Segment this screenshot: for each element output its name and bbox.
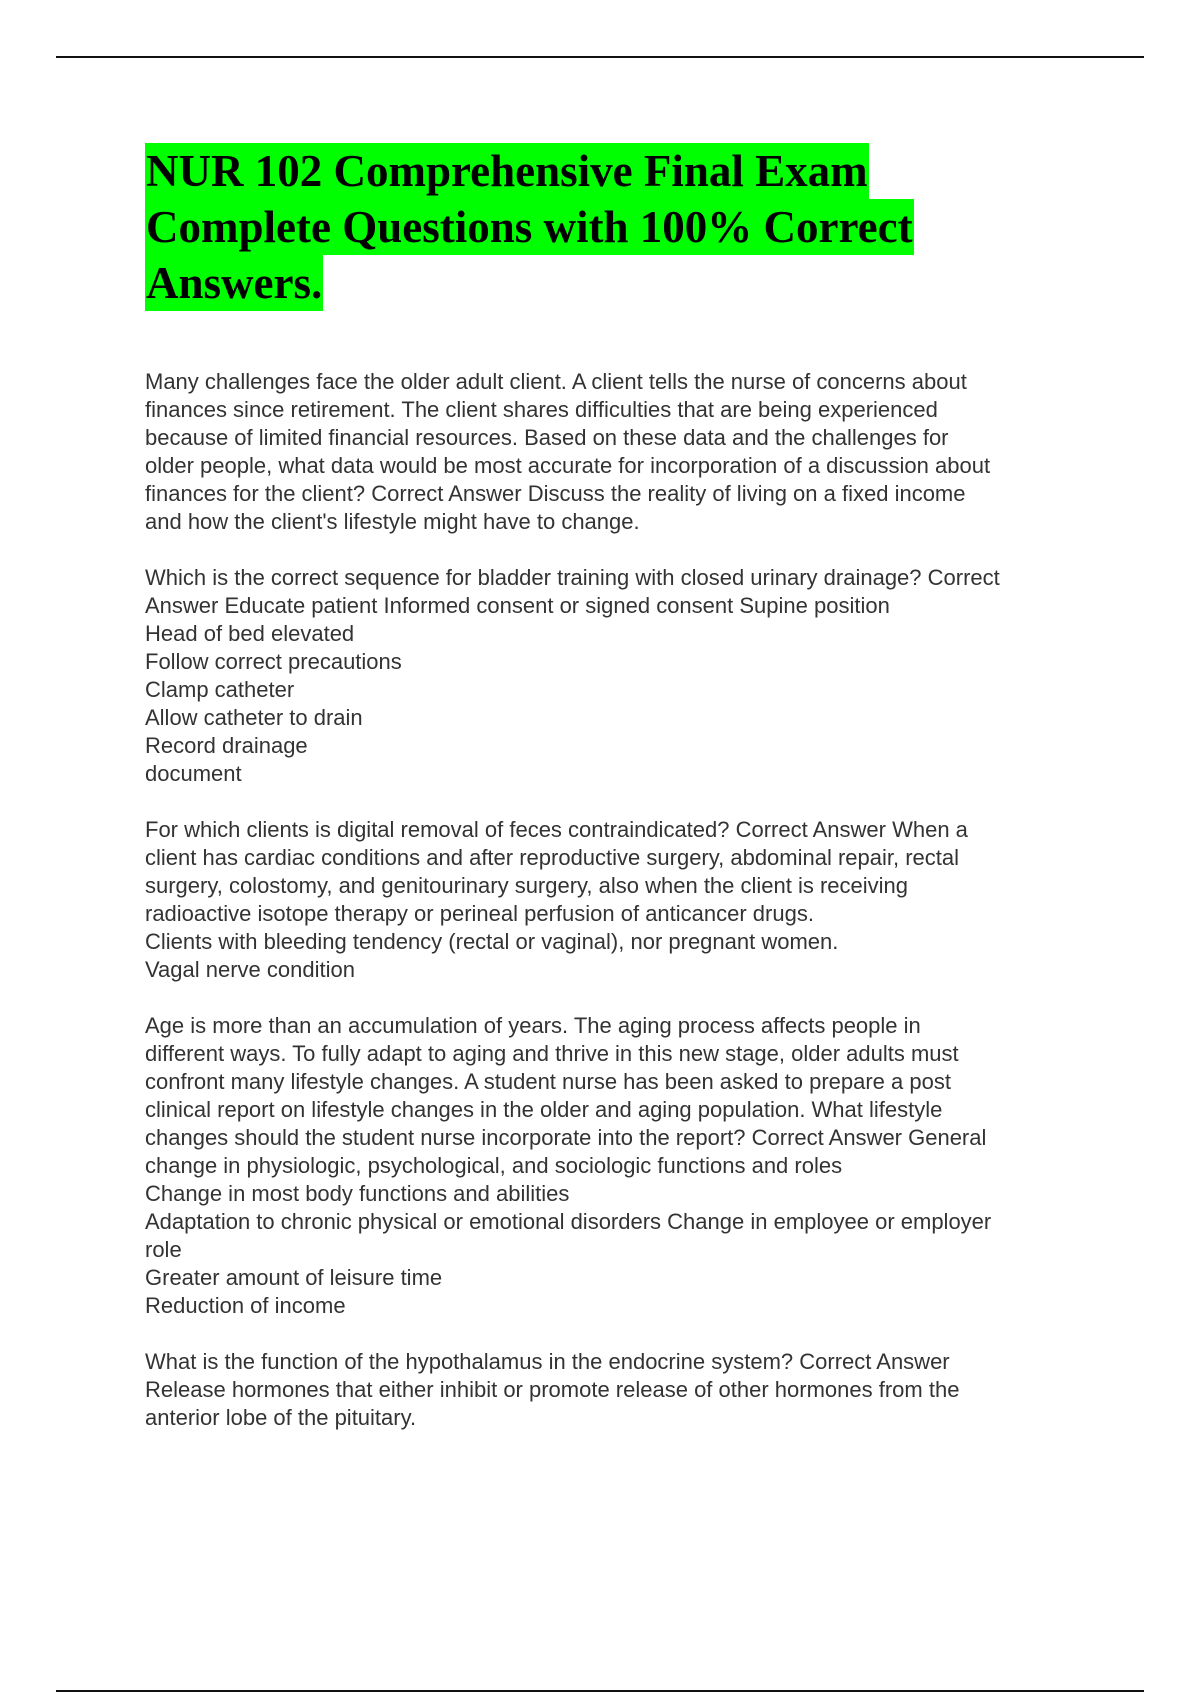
document-title: [145, 143, 1045, 311]
qa-text: For which clients is digital removal of feces contraindicated? Correct Answer When a client has cardiac conditions and after reproductive surgery, abdominal repair, rectal surgery, colostomy, and genitourinary surgery, also when the client is receiving radioactive isotope therapy or perineal perfusion of anticancer drugs. Clients with bleeding tendency (rectal or vaginal), nor pregnant women. Vagal nerve condition: [145, 817, 968, 982]
qa-text: Age is more than an accumulation of years. The aging process affects people in different ways. To fully adapt to aging and thrive in this new stage, older adults must confront many lifestyle changes. A student nurse has been asked to prepare a post clinical report on lifestyle changes in the older and aging population. What lifestyle changes should the student nurse incorporate into the report? Correct Answer General change in physiologic, psychological, and sociologic functions and roles Change in most body functions and abilities Adaptation to chronic physical or emotional disorders Change in employee or employer role Greater amount of leisure time Reduction of income: [145, 1013, 992, 1318]
qa-block-bladder-training: [145, 564, 1095, 788]
top-rule: [56, 56, 1144, 58]
title-line-2: Complete Questions with 100% Correct: [145, 199, 914, 255]
document-body: [145, 368, 1095, 1460]
qa-block-digital-removal: [145, 816, 1095, 984]
qa-block-hypothalamus: [145, 1348, 1095, 1432]
title-line-1: NUR 102 Comprehensive Final Exam: [145, 143, 869, 199]
qa-block-lifestyle-changes: [145, 1012, 1095, 1320]
bottom-rule: [56, 1690, 1144, 1692]
qa-text: Many challenges face the older adult client. A client tells the nurse of concerns about finances since retirement. The client shares difficulties that are being experienced because of limited financial resources. Based on these data and the challenges for older people, what data would be most accurate for incorporation of a discussion about finances for the client? Correct Answer Discuss the reality of living on a fixed income and how the client's lifestyle might have to change.: [145, 369, 991, 534]
qa-text: What is the function of the hypothalamus in the endocrine system? Correct Answer Release hormones that either inhibit or promote release of other hormones from the anterior lobe of the pituitary.: [145, 1349, 960, 1430]
title-line-3: Answers.: [145, 255, 323, 311]
qa-block-finances: [145, 368, 1095, 536]
qa-text: Which is the correct sequence for bladder training with closed urinary drainage? Correct Answer Educate patient Informed consent or signed consent Supine position Head of bed elevated Follow correct precautions Clamp catheter Allow catheter to drain Record drainage document: [145, 565, 1000, 786]
